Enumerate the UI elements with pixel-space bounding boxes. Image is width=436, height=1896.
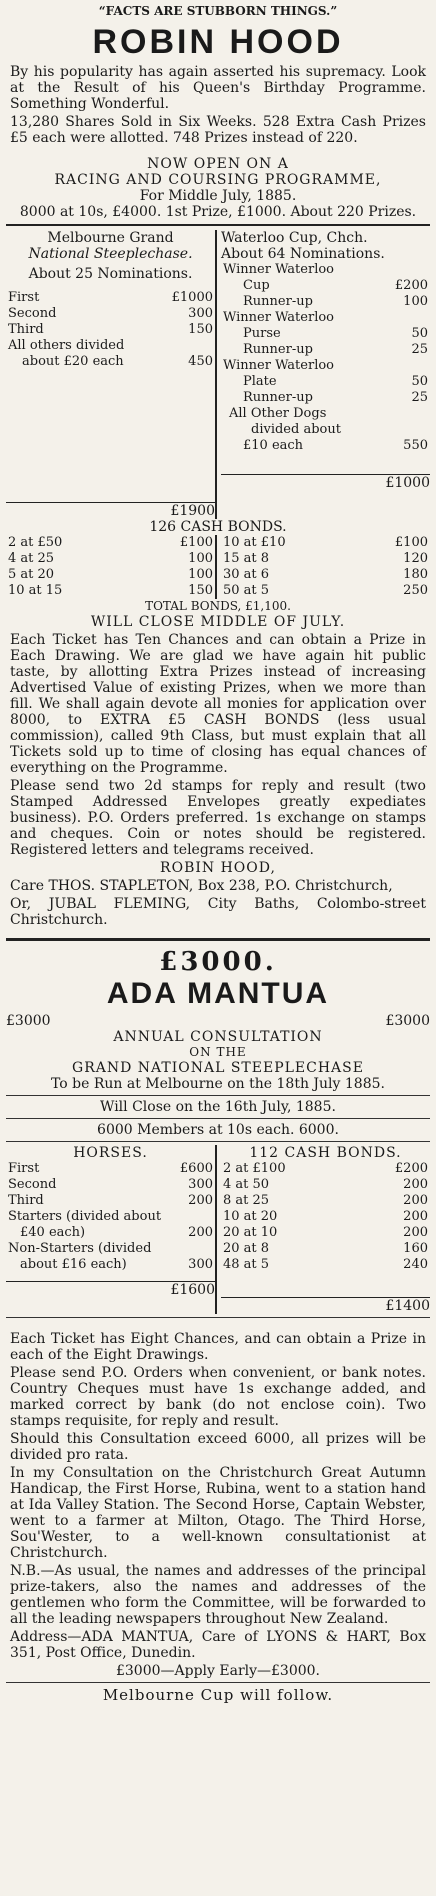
ada-mantua-ad: [6, 947, 430, 1704]
newspaper-column: [6, 0, 430, 1704]
open-line: NOW OPEN ON A: [147, 156, 289, 172]
horses-table: [6, 1145, 215, 1314]
left-nominations: About 25 Nominations.: [28, 266, 193, 282]
table-row: All Other Dogs: [229, 406, 327, 421]
table-row: Cup £200: [243, 278, 428, 293]
table-row: Non-Starters (divided: [8, 1241, 152, 1256]
table-row: about £16 each) 300: [20, 1257, 213, 1272]
paragraph-3: Should this Consultation exceed 6000, all prizes will be divided pro rata.: [10, 1431, 426, 1463]
table-row: 4 at 50 200: [223, 1177, 428, 1192]
close-line: Will Close on the 16th July, 1885.: [100, 1099, 336, 1115]
table-row: 10 at 15 150: [8, 583, 213, 598]
table-row: Winner Waterloo: [223, 358, 335, 373]
left-total: £1900: [6, 502, 215, 519]
prize-tables: [6, 1145, 430, 1314]
table-row: £10 each 550: [243, 438, 428, 453]
right-prize-table: [215, 230, 430, 519]
left-sub: National Steeplechase.: [28, 246, 193, 262]
right-head: Waterloo Cup, Chch.: [221, 230, 368, 246]
horses-total: £1600: [6, 1281, 215, 1298]
bonds-table: [215, 1145, 430, 1314]
table-row: 48 at 5 240: [223, 1257, 428, 1272]
table-row: Runner-up 100: [243, 294, 428, 309]
paragraph-5: N.B.—As usual, the names and addresses of the principal prize-takers, also the names and addresses of the gentlemen who form the Committee, will be forwarded to all the leading newspapers throughout New Zealand.: [10, 1563, 426, 1627]
paragraph-4: In my Consultation on the Christchurch Great Autumn Handicap, the First Horse, Rubina, went to a station hand at Ida Valley Station. The Second Horse, Captain Webster, went to a farmer at Milton, Otago. The Third Horse, Sou'Wester, to a well-known consultationist at Christchurch.: [10, 1465, 426, 1561]
table-row: Runner-up 25: [243, 390, 428, 405]
race-line: GRAND NATIONAL STEEPLECHASE: [72, 1060, 364, 1076]
table-row: First £1000: [8, 290, 213, 305]
table-row: 4 at 25 100: [8, 551, 213, 566]
amount-left: £3000: [6, 1013, 51, 1029]
shares-paragraph: 13,280 Shares Sold in Six Weeks. 528 Extra Cash Prizes £5 each were allotted. 748 Prizes instead of 220.: [10, 114, 426, 146]
table-row: First £600: [8, 1161, 213, 1176]
table-row: 50 at 5 250: [223, 583, 428, 598]
bonds-right-rows: [221, 535, 430, 599]
amount-right: £3000: [385, 1013, 430, 1029]
table-row: Second 300: [8, 306, 213, 321]
bonds-head: 126 CASH BONDS.: [149, 519, 287, 535]
right-total: £1000: [221, 474, 430, 491]
right-nominations: About 64 Nominations.: [221, 246, 385, 262]
table-row: Winner Waterloo: [223, 262, 335, 277]
table-row: 30 at 6 180: [223, 567, 428, 582]
consultation-line: ANNUAL CONSULTATION: [113, 1029, 323, 1045]
intro-paragraph: By his popularity has again asserted his supremacy. Look at the Result of his Queen's Birthday Programme. Something Wonderful.: [10, 64, 426, 112]
table-row: 10 at 20 200: [223, 1209, 428, 1224]
table-row: Second 300: [8, 1177, 213, 1192]
table-row: £40 each) 200: [20, 1225, 213, 1240]
on-the-line: ON THE: [189, 1045, 247, 1059]
table-row: 2 at £100 £200: [223, 1161, 428, 1176]
signature: ROBIN HOOD,: [160, 860, 276, 876]
paragraph-1: Each Ticket has Eight Chances, and can obtain a Prize in each of the Eight Drawings.: [10, 1331, 426, 1363]
bonds-left-rows: [6, 535, 215, 599]
table-row: Third 200: [8, 1193, 213, 1208]
follow-line: Melbourne Cup will follow.: [102, 1686, 334, 1704]
apply-line: £3000—Apply Early—£3000.: [115, 1663, 321, 1679]
quote-line: “FACTS ARE STUBBORN THINGS.”: [98, 4, 338, 18]
table-row: 5 at 20 100: [8, 567, 213, 582]
body-paragraph: Each Ticket has Ten Chances and can obtain a Prize in Each Drawing. We are glad we have again hit public taste, by allotting Extra Prizes instead of increasing Advertised Value of existing Prizes, when we more than fill. We shall again devote all monies for application over 8000, to EXTRA £5 CASH BONDS (less usual commission), called 9th Class, but must explain that all Tickets sold up to time of closing has equal chances of everything on the Programme.: [10, 632, 426, 776]
table-row: about £20 each 450: [22, 354, 213, 369]
table-row: Plate 50: [243, 374, 428, 389]
address-line-1: Care THOS. STAPLETON, Box 238, P.O. Christchurch,: [10, 878, 393, 894]
send-paragraph: Please send two 2d stamps for reply and result (two Stamped Addressed Envelopes greatly expediates business). P.O. Orders preferred. 1s exchange on stamps and cheques. Coin or notes should be registered. Registered letters and telegrams received.: [10, 778, 426, 858]
bonds-total: TOTAL BONDS, £1,100.: [145, 599, 291, 613]
left-head: Melbourne Grand: [47, 230, 174, 246]
terms-line: 8000 at 10s, £4000. 1st Prize, £1000. About 220 Prizes.: [19, 204, 417, 220]
table-row: Runner-up 25: [243, 342, 428, 357]
left-prize-rows: [6, 290, 215, 370]
table-row: divided about: [251, 422, 341, 437]
robin-hood-ad: [6, 4, 430, 928]
table-row: 2 at £50 £100: [8, 535, 213, 550]
paragraph-2: Please send P.O. Orders when convenient, or bank notes. Country Cheques must have 1s exchange added, and marked correct by bank (do not enclose coin). Two stamps requisite, for reply and result.: [10, 1365, 426, 1429]
table-row: 15 at 8 120: [223, 551, 428, 566]
ad-title: ADA MANTUA: [106, 977, 330, 1010]
address-line-2: Or, JUBAL FLEMING, City Baths, Colombo-street Christchurch.: [10, 896, 426, 928]
members-line: 6000 Members at 10s each. 6000.: [97, 1122, 339, 1138]
bonds-tables: [6, 535, 430, 599]
horses-head: HORSES.: [73, 1145, 148, 1161]
address-paragraph: Address—ADA MANTUA, Care of LYONS & HART, Box 351, Post Office, Dunedin.: [10, 1629, 426, 1661]
table-row: 20 at 10 200: [223, 1225, 428, 1240]
close-line: WILL CLOSE MIDDLE OF JULY.: [90, 614, 346, 630]
ad-title: ROBIN HOOD: [92, 23, 344, 61]
table-row: Purse 50: [243, 326, 428, 341]
table-row: Third 150: [8, 322, 213, 337]
table-row: Starters (divided about: [8, 1209, 162, 1224]
table-row: 20 at 8 160: [223, 1241, 428, 1256]
amount-banner: £3000.: [159, 947, 277, 977]
left-prize-table: [6, 230, 215, 519]
programme-line: RACING AND COURSING PROGRAMME,: [54, 172, 382, 188]
prize-tables: [6, 230, 430, 519]
table-row: 8 at 25 200: [223, 1193, 428, 1208]
bonds-total: £1400: [221, 1297, 430, 1314]
bonds-head: 112 CASH BONDS.: [249, 1145, 402, 1161]
run-line: To be Run at Melbourne on the 18th July 1885.: [51, 1076, 385, 1092]
table-row: Winner Waterloo: [223, 310, 335, 325]
right-prize-rows: [221, 262, 430, 454]
for-line: For Middle July, 1885.: [139, 188, 297, 204]
table-row: All others divided: [8, 338, 125, 353]
table-row: 10 at £10 £100: [223, 535, 428, 550]
